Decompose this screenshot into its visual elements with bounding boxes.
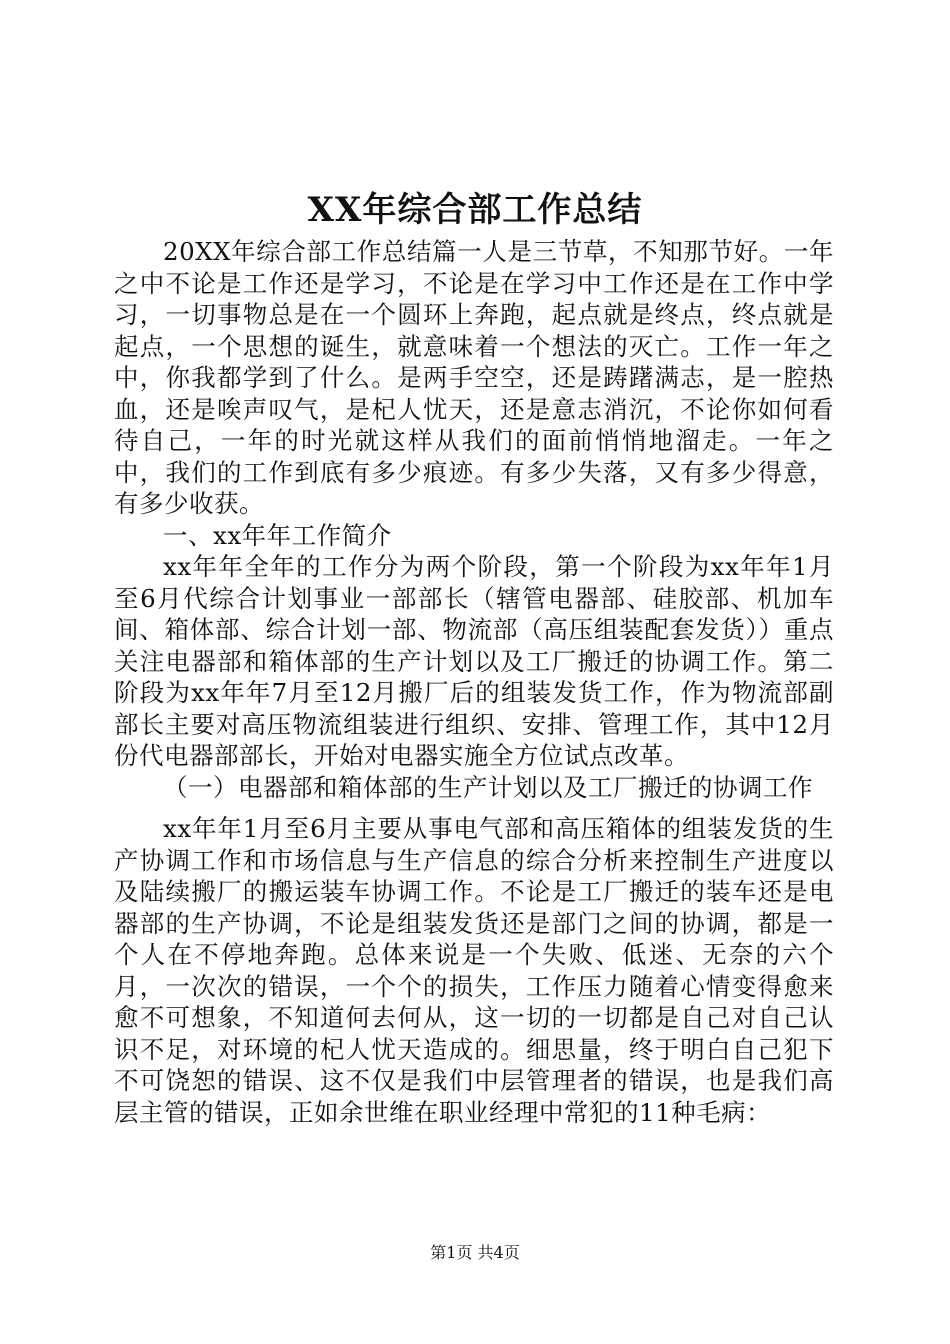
page-footer: 第1页 共4页 <box>430 1243 520 1262</box>
document-title: XX年综合部工作总结 <box>307 190 643 230</box>
paragraph-details: xx年年1月至6月主要从事电气部和高压箱体的组装发货的生产协调工作和市场信息与生产信息的综合分析来控制生产进度以及陆续搬厂的搬运装车协调工作。不论是工厂搬迁的装车还是电器部的生产协调，不论是组装发货还是部门之间的协调，都是一个人在不停地奔跑。总体来说是一个失败、低迷、无奈的六个月，一次次的错误，一个个的损失，工作压力随着心情变得愈来愈不可想象，不知道何去何从，这一切的一切都是自己对自己认识不足，对环境的杞人忧天造成的。细思量，终于明白自己犯下不可饶恕的错误、这不仅是我们中层管理者的错误，也是我们高层主管的错误，正如余世维在职业经理中常犯的11种毛病： <box>114 814 834 1127</box>
subsection-heading: （一）电器部和箱体部的生产计划以及工厂搬迁的协调工作 <box>163 772 813 802</box>
paragraph-overview: xx年年全年的工作分为两个阶段，第一个阶段为xx年年1月至6月代综合计划事业一部部长（辖管电器部、硅胶部、机加车间、箱体部、综合计划一部、物流部（高压组装配套发货））重点关注电器部和箱体部的生产计划以及工厂搬迁的协调工作。第二阶段为xx年年7月至12月搬厂后的组装发货工作，作为物流部副部长主要对高压物流组装进行组织、安排、管理工作，其中12月份代电器部部长，开始对电器实施全方位试点改革。 <box>114 552 834 770</box>
document-body <box>114 236 834 1128</box>
section-heading: 一、xx年年工作简介 <box>163 520 392 550</box>
paragraph-intro: 20XX年综合部工作总结篇一人是三节草，不知那节好。一年之中不论是工作还是学习，不论是在学习中工作还是在工作中学习，一切事物总是在一个圆环上奔跑，起点就是终点，终点就是起点，一个思想的诞生，就意味着一个想法的灭亡。工作一年之中，你我都学到了什么。是两手空空，还是踌躇满志，是一腔热血，还是唉声叹气，是杞人忧天，还是意志消沉，不论你如何看待自己，一年的时光就这样从我们的面前悄悄地溜走。一年之中，我们的工作到底有多少痕迹。有多少失落，又有多少得意，有多少收获。 <box>114 237 834 518</box>
